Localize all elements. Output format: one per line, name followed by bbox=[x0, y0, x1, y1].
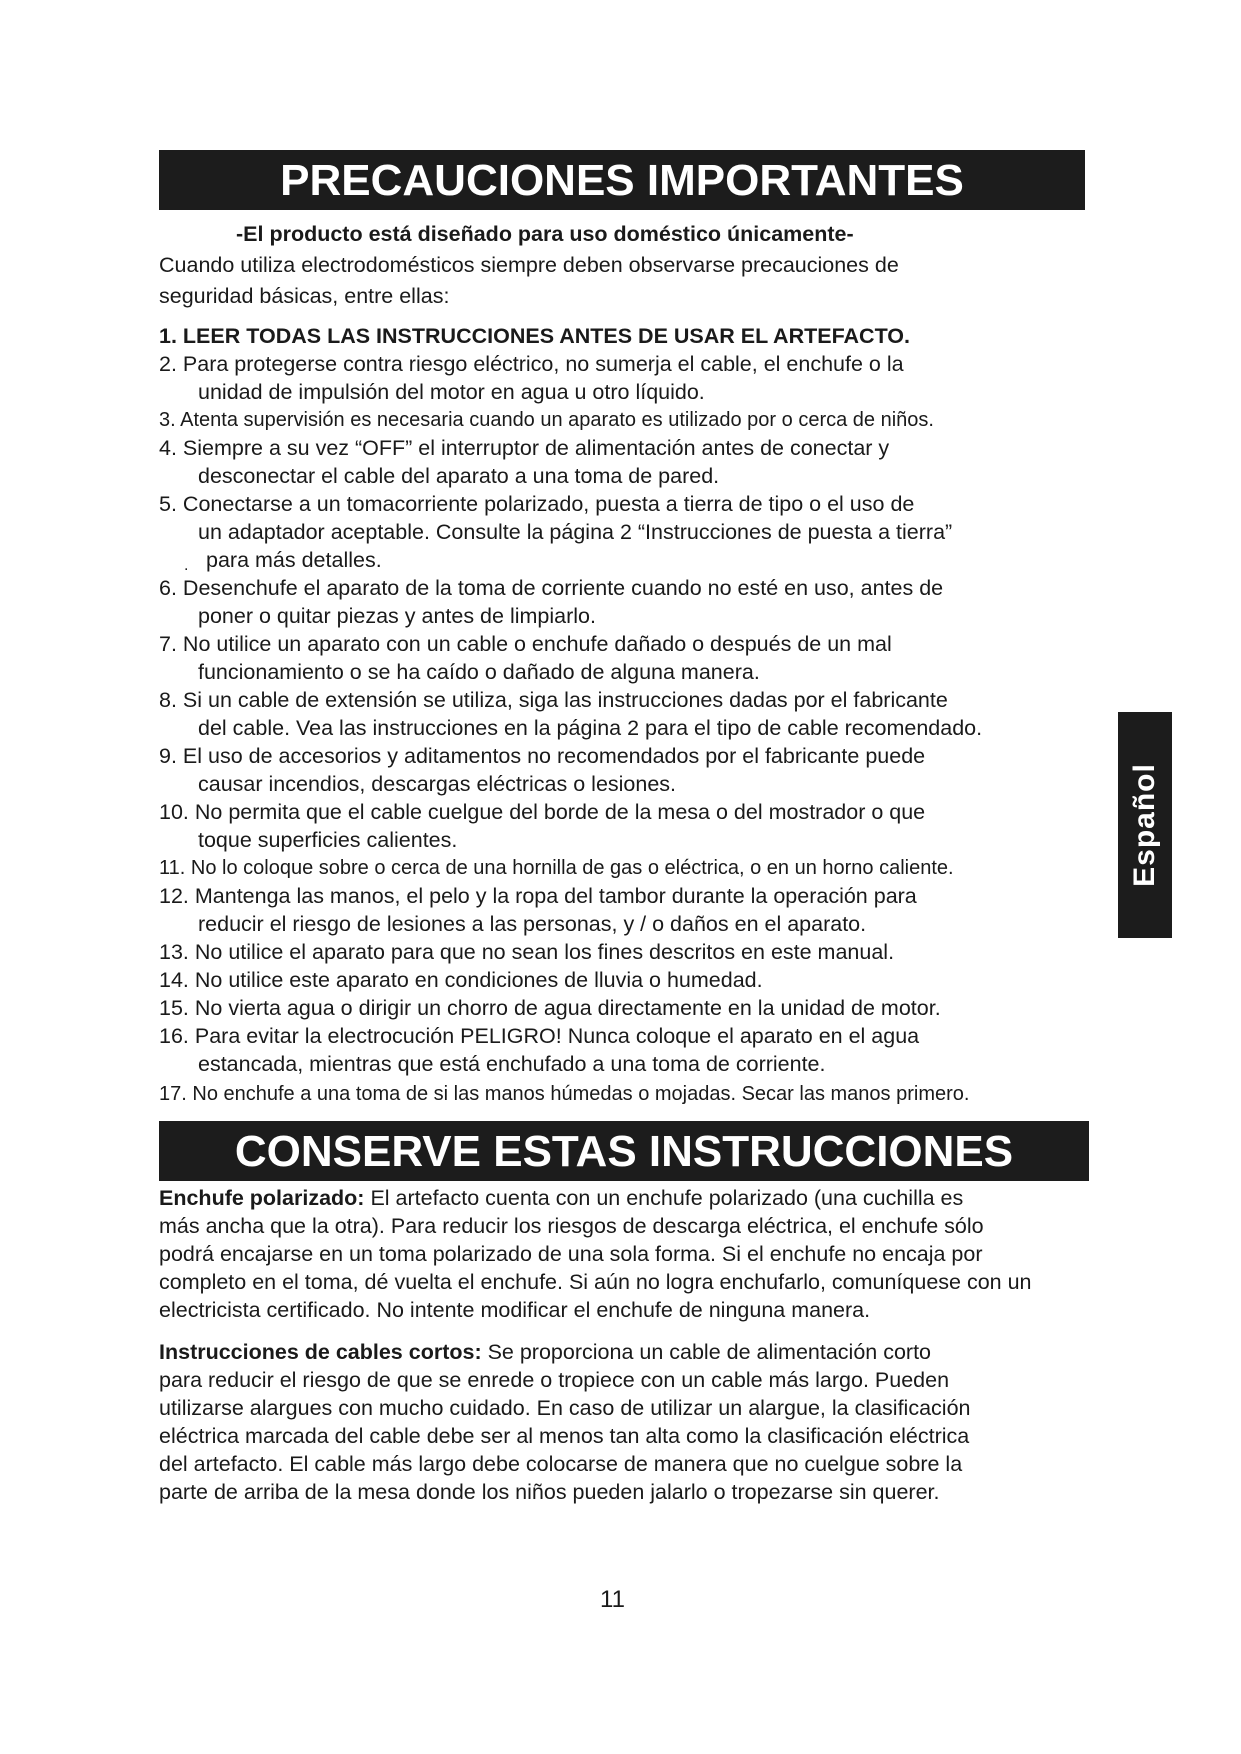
item-text: El uso de accesorios y aditamentos no recomendados por el fabricante puede bbox=[182, 744, 926, 768]
item-continuation: poner o quitar piezas y antes de limpiarlo. bbox=[198, 604, 596, 628]
short-cord-label: Instrucciones de cables cortos: bbox=[159, 1340, 482, 1364]
precaution-item bbox=[159, 994, 941, 1022]
item-text: Siempre a su vez “OFF” el interruptor de alimentación antes de conectar y bbox=[182, 436, 890, 460]
item-text: No utilice este aparato en condiciones de lluvia o humedad. bbox=[194, 968, 763, 992]
short-cord-paragraph-line: utilizarse alargues con mucho cuidado. En caso de utilizar un alargue, la clasificación bbox=[159, 1396, 971, 1420]
stray-mark: . bbox=[184, 557, 189, 574]
item-text: Mantenga las manos, el pelo y la ropa del tambor durante la operación para bbox=[194, 884, 917, 908]
item-continuation: toque superficies calientes. bbox=[198, 828, 458, 852]
conserve-heading: CONSERVE ESTAS INSTRUCCIONES bbox=[159, 1121, 1089, 1181]
precaution-item bbox=[159, 854, 954, 882]
item-text: LEER TODAS LAS INSTRUCCIONES ANTES DE USAR EL ARTEFACTO. bbox=[182, 324, 911, 348]
intro-line: seguridad básicas, entre ellas: bbox=[159, 284, 450, 308]
precaution-item bbox=[159, 406, 934, 434]
precaution-item bbox=[159, 798, 925, 826]
item-number: 1. bbox=[159, 324, 177, 348]
precaution-item bbox=[159, 1080, 969, 1108]
item-number: 12. bbox=[159, 884, 189, 908]
item-continuation: un adaptador aceptable. Consulte la página 2 “Instrucciones de puesta a tierra” bbox=[198, 520, 953, 544]
item-text: Conectarse a un tomacorriente polarizado, puesta a tierra de tipo o el uso de bbox=[182, 492, 915, 516]
precaution-item bbox=[159, 882, 917, 910]
item-text: No enchufe a una toma de si las manos húmedas o mojadas. Secar las manos primero. bbox=[192, 1083, 970, 1105]
polarized-paragraph-line: más ancha que la otra). Para reducir los riesgos de descarga eléctrica, el enchufe sólo bbox=[159, 1214, 984, 1238]
item-number: 5. bbox=[159, 492, 177, 516]
precaution-item bbox=[159, 490, 914, 518]
polarized-paragraph-line: podrá encajarse en un toma polarizado de una sola forma. Si el enchufe no encaja por bbox=[159, 1242, 983, 1266]
item-text: Desenchufe el aparato de la toma de corriente cuando no esté en uso, antes de bbox=[182, 576, 944, 600]
short-cord-paragraph-line: parte de arriba de la mesa donde los niños pueden jalarlo o tropezarse sin querer. bbox=[159, 1480, 940, 1504]
item-number: 11. bbox=[159, 857, 186, 879]
precaution-item bbox=[159, 742, 925, 770]
intro-subtitle: -El producto está diseñado para uso doméstico únicamente- bbox=[236, 222, 854, 246]
polarized-label: Enchufe polarizado: bbox=[159, 1186, 365, 1210]
precaution-item bbox=[159, 938, 894, 966]
item-number: 6. bbox=[159, 576, 177, 600]
precaution-item bbox=[159, 1022, 919, 1050]
item-text: No utilice el aparato para que no sean los fines descritos en este manual. bbox=[194, 940, 895, 964]
precaution-item bbox=[159, 686, 948, 714]
intro-line: Cuando utiliza electrodomésticos siempre deben observarse precauciones de bbox=[159, 253, 899, 277]
item-continuation: desconectar el cable del aparato a una toma de pared. bbox=[198, 464, 720, 488]
precautions-heading: PRECAUCIONES IMPORTANTES bbox=[159, 150, 1085, 210]
polarized-text: El artefacto cuenta con un enchufe polarizado (una cuchilla es bbox=[364, 1186, 964, 1210]
polarized-paragraph-line: electricista certificado. No intente modificar el enchufe de ninguna manera. bbox=[159, 1298, 871, 1322]
item-number: 8. bbox=[159, 688, 177, 712]
item-text: No vierta agua o dirigir un chorro de agua directamente en la unidad de motor. bbox=[194, 996, 941, 1020]
item-text: No utilice un aparato con un cable o enchufe dañado o después de un mal bbox=[182, 632, 892, 656]
page-number: 11 bbox=[600, 1586, 625, 1613]
item-number: 4. bbox=[159, 436, 177, 460]
precaution-item bbox=[159, 350, 904, 378]
item-text: Para protegerse contra riesgo eléctrico, no sumerja el cable, el enchufe o la bbox=[182, 352, 904, 376]
item-text: No permita que el cable cuelgue del borde de la mesa o del mostrador o que bbox=[194, 800, 926, 824]
item-continuation: del cable. Vea las instrucciones en la página 2 para el tipo de cable recomendado. bbox=[198, 716, 983, 740]
item-continuation: funcionamiento o se ha caído o dañado de alguna manera. bbox=[198, 660, 760, 684]
item-number: 10. bbox=[159, 800, 189, 824]
language-tab bbox=[1118, 712, 1172, 938]
item-continuation: reducir el riesgo de lesiones a las personas, y / o daños en el aparato. bbox=[198, 912, 867, 936]
item-text: Si un cable de extensión se utiliza, siga las instrucciones dadas por el fabricante bbox=[182, 688, 948, 712]
language-tab-label: Español bbox=[1128, 763, 1161, 887]
precaution-item bbox=[159, 434, 889, 462]
item-number: 13. bbox=[159, 940, 189, 964]
short-cord-paragraph-line: del artefacto. El cable más largo debe colocarse de manera que no cuelgue sobre la bbox=[159, 1452, 963, 1476]
item-number: 15. bbox=[159, 996, 189, 1020]
item-continuation: unidad de impulsión del motor en agua u otro líquido. bbox=[198, 380, 705, 404]
item-number: 7. bbox=[159, 632, 177, 656]
polarized-paragraph-line: completo en el toma, dé vuelta el enchufe. Si aún no logra enchufarlo, comuníquese con un bbox=[159, 1270, 1032, 1294]
item-number: 9. bbox=[159, 744, 177, 768]
precaution-item bbox=[159, 630, 892, 658]
short-cord-paragraph-line: para reducir el riesgo de que se enrede o tropiece con un cable más largo. Pueden bbox=[159, 1368, 950, 1392]
polarized-paragraph-line bbox=[159, 1184, 963, 1212]
short-cord-paragraph-line bbox=[159, 1338, 931, 1366]
item-text: Atenta supervisión es necesaria cuando un aparato es utilizado por o cerca de niños. bbox=[180, 409, 934, 431]
item-continuation: causar incendios, descargas eléctricas o lesiones. bbox=[198, 772, 677, 796]
item-number: 17. bbox=[159, 1083, 187, 1105]
item-number: 14. bbox=[159, 968, 189, 992]
precaution-item bbox=[159, 574, 943, 602]
short-cord-text: Se proporciona un cable de alimentación corto bbox=[481, 1340, 931, 1364]
item-text: Para evitar la electrocución PELIGRO! Nunca coloque el aparato en el agua bbox=[194, 1024, 920, 1048]
short-cord-paragraph-line: eléctrica marcada del cable debe ser al menos tan alta como la clasificación eléctrica bbox=[159, 1424, 970, 1448]
item-number: 16. bbox=[159, 1024, 189, 1048]
item-text: No lo coloque sobre o cerca de una hornilla de gas o eléctrica, o en un horno caliente. bbox=[190, 857, 954, 879]
item-continuation: estancada, mientras que está enchufado a una toma de corriente. bbox=[198, 1052, 826, 1076]
item-continuation: para más detalles. bbox=[206, 548, 382, 572]
precaution-item bbox=[159, 966, 763, 994]
item-number: 2. bbox=[159, 352, 177, 376]
item-number: 3. bbox=[159, 409, 176, 431]
precaution-item bbox=[159, 322, 910, 350]
